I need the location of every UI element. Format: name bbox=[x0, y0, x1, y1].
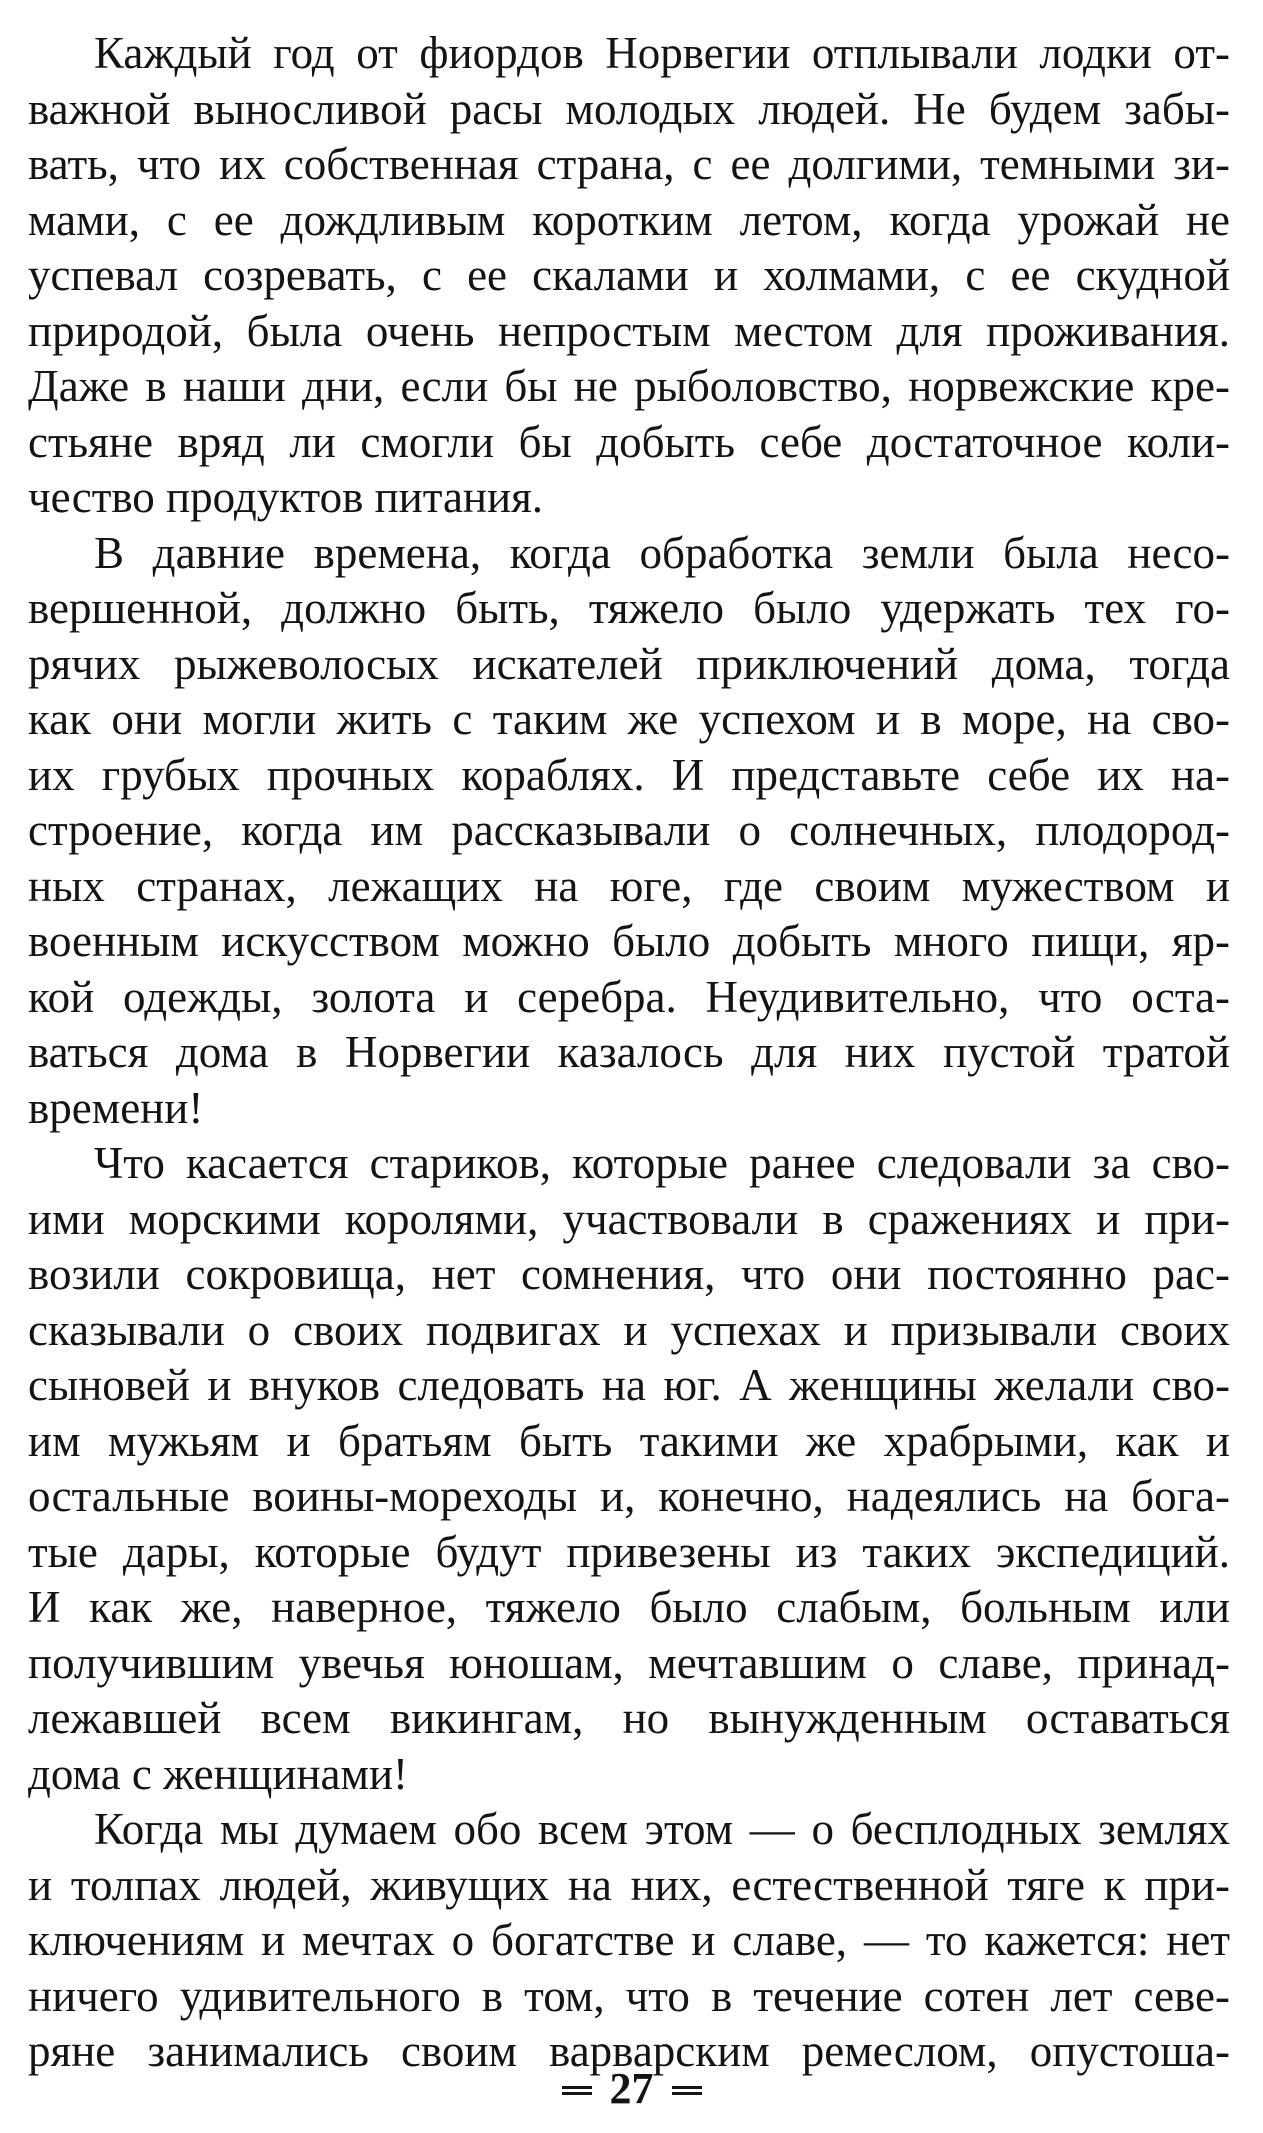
text-line: их грубых прочных кораблях. И представьте себе их на- bbox=[28, 749, 1230, 800]
decorative-dash-icon bbox=[672, 2086, 702, 2095]
text-line: И как же, наверное, тяжело было слабым, больным или bbox=[28, 1582, 1230, 1632]
text-line: Даже в наши дни, если бы не рыболовство, норвежские кре- bbox=[28, 361, 1230, 411]
text-line: сыновей и внуков следовать на юг. А женщины желали сво- bbox=[28, 1360, 1230, 1410]
text-line: остальные воины-мореходы и, конечно, надеялись на бога- bbox=[28, 1471, 1230, 1521]
text-line: сказывали о своих подвигах и успехах и призывали своих bbox=[28, 1304, 1230, 1355]
text-line: ряне занимались своим варварским ремеслом, опустоша- bbox=[28, 2026, 1230, 2076]
text-line: дома с женщинами! bbox=[28, 1748, 409, 1799]
paragraph-4 bbox=[28, 1802, 1230, 2080]
text-line: природой, была очень непростым местом для проживания. bbox=[28, 305, 1230, 356]
text-line: В давние времена, когда обработка земли была несо- bbox=[94, 527, 1230, 578]
paragraph-1 bbox=[28, 26, 1230, 526]
text-line: Каждый год от фиордов Норвегии отплывали лодки от- bbox=[94, 28, 1230, 78]
text-line: рячих рыжеволосых искателей приключений дома, тогда bbox=[28, 638, 1230, 689]
text-line: им мужьям и братьям быть такими же храбрыми, как и bbox=[28, 1415, 1230, 1466]
text-line: лежавшей всем викингам, но вынужденным оставаться bbox=[28, 1693, 1230, 1743]
text-line: Когда мы думаем обо всем этом — о бесплодных землях bbox=[94, 1804, 1230, 1854]
text-line: возили сокровища, нет сомнения, что они постоянно рас- bbox=[28, 1249, 1230, 1299]
text-line: ключениям и мечтах о богатстве и славе, — то кажется: нет bbox=[28, 1915, 1230, 1965]
text-line: кой одежды, золота и серебра. Неудивительно, что оста- bbox=[28, 971, 1230, 1022]
text-line: вать, что их собственная страна, с ее долгими, темными зи- bbox=[28, 139, 1230, 189]
text-line: ваться дома в Норвегии казалось для них пустой тратой bbox=[28, 1027, 1230, 1077]
page-footer bbox=[0, 2063, 1263, 2114]
text-line: Что касается стариков, которые ранее следовали за сво- bbox=[94, 1138, 1230, 1188]
page-number: 27 bbox=[609, 2064, 654, 2113]
text-line: тые дары, которые будут привезены из таких экспедиций. bbox=[28, 1526, 1230, 1577]
page-body bbox=[28, 26, 1230, 2080]
text-line: вершенной, должно быть, тяжело было удержать тех го- bbox=[28, 583, 1230, 633]
paragraph-3 bbox=[28, 1136, 1230, 1802]
paragraph-2 bbox=[28, 526, 1230, 1137]
text-line: как они могли жить с таким же успехом и в море, на сво- bbox=[28, 694, 1230, 744]
text-line: строение, когда им рассказывали о солнечных, плодород- bbox=[28, 805, 1230, 855]
text-line: и толпах людей, живущих на них, естественной тяге к при- bbox=[28, 1859, 1230, 1910]
text-line: получившим увечья юношам, мечтавшим о славе, принад- bbox=[28, 1637, 1230, 1688]
text-line: важной выносливой расы молодых людей. Не будем забы- bbox=[28, 83, 1230, 134]
text-line: ных странах, лежащих на юге, где своим мужеством и bbox=[28, 860, 1230, 911]
text-line: чество продуктов питания. bbox=[28, 472, 544, 522]
text-line: времени! bbox=[28, 1082, 204, 1133]
text-line: мами, с ее дождливым коротким летом, когда урожай не bbox=[28, 194, 1230, 245]
text-line: военным искусством можно было добыть много пищи, яр- bbox=[28, 916, 1230, 966]
decorative-dash-icon bbox=[562, 2086, 592, 2095]
text-line: ими морскими королями, участвовали в сражениях и при- bbox=[28, 1193, 1230, 1244]
text-line: успевал созревать, с ее скалами и холмами, с ее скудной bbox=[28, 250, 1230, 300]
text-line: стьяне вряд ли смогли бы добыть себе достаточное коли- bbox=[28, 416, 1230, 467]
text-line: ничего удивительного в том, что в течение сотен лет севе- bbox=[28, 1970, 1230, 2021]
